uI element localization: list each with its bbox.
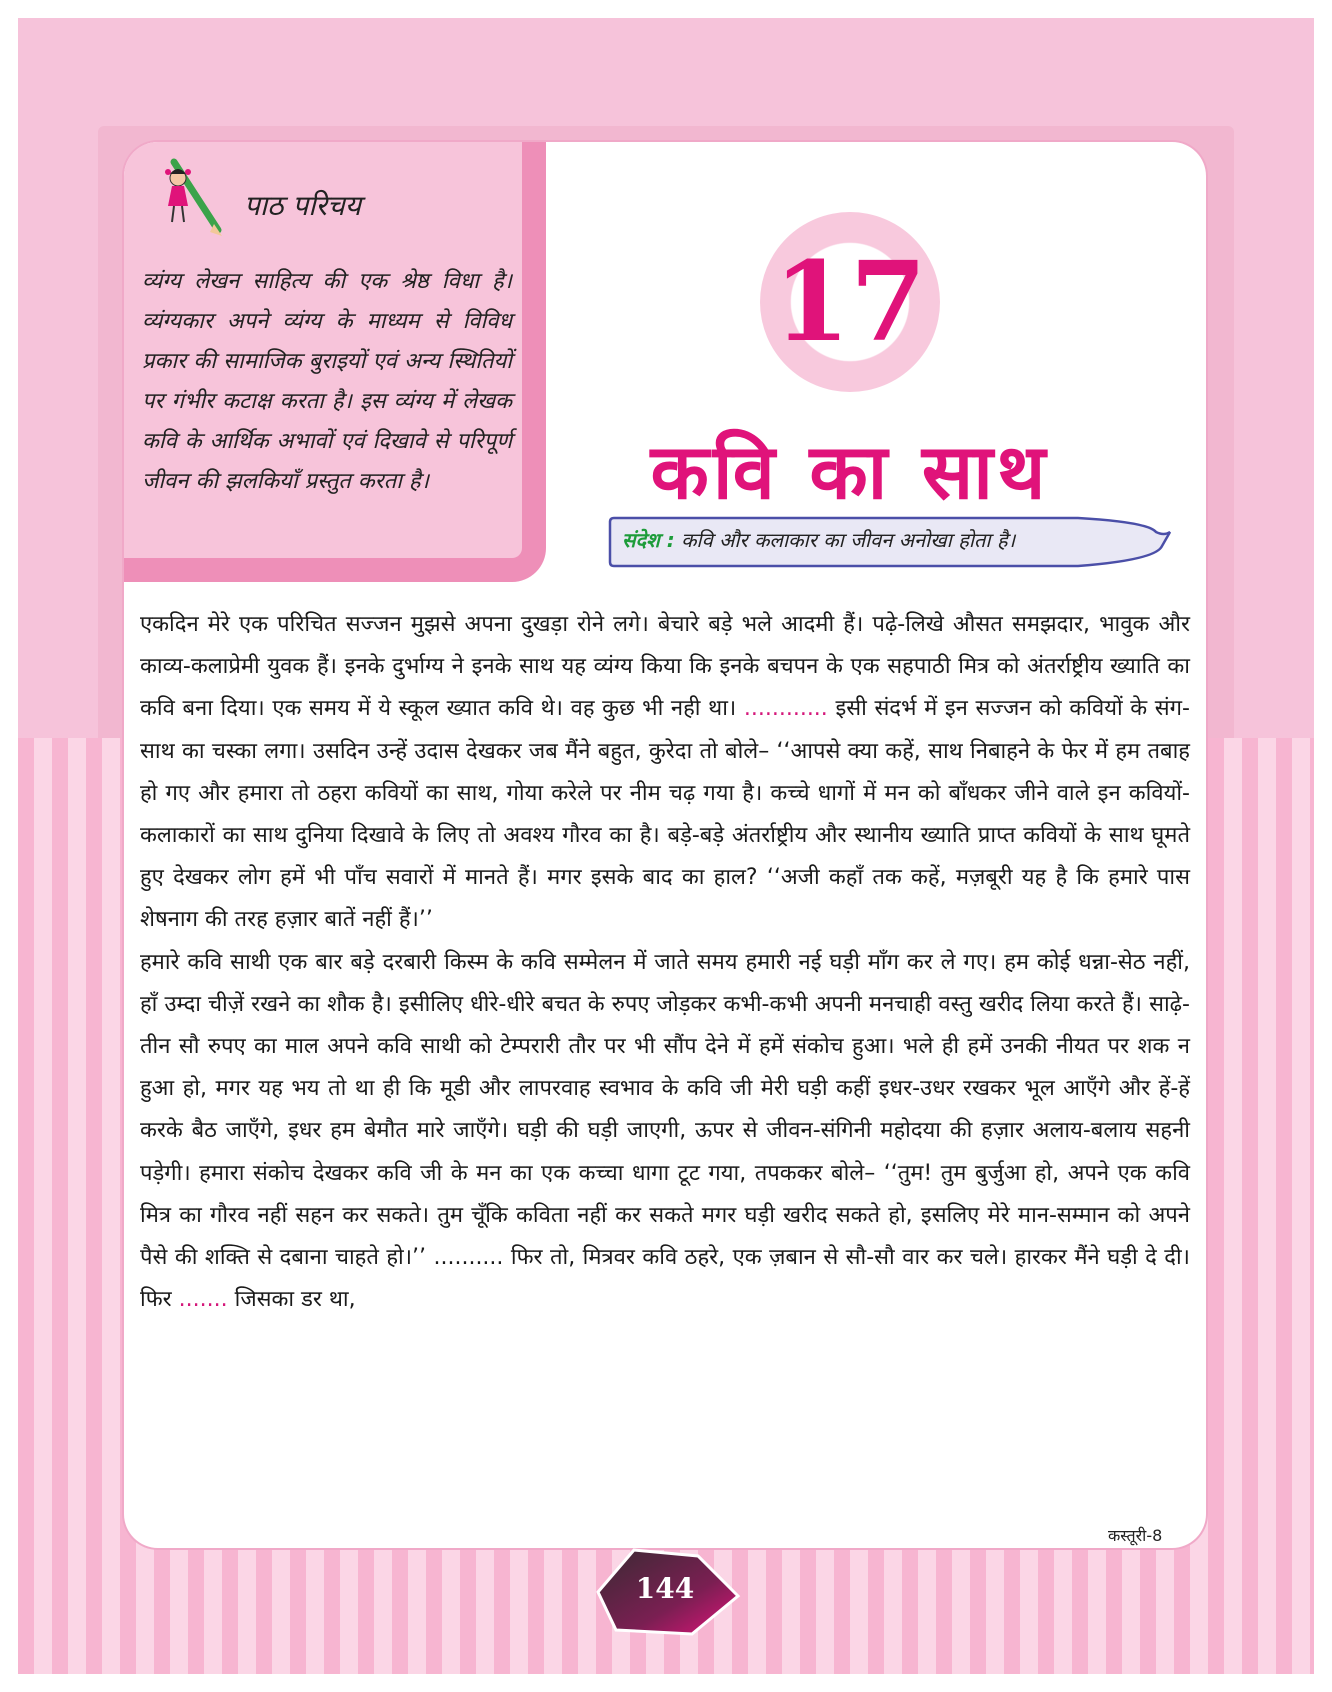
paragraph xyxy=(140,942,1190,1322)
chapter-number-badge xyxy=(760,212,940,392)
ellipsis: ............ xyxy=(743,696,828,722)
message-label: संदेश : xyxy=(622,528,675,552)
message-text: कवि और कलाकार का जीवन अनोखा होता है। xyxy=(681,528,1016,552)
story-body xyxy=(140,604,1190,1321)
message-banner xyxy=(608,516,1174,568)
paragraph-1-part-a: एकदिन मेरे एक परिचित सज्जन मुझसे अपना दुखड़ा रोने लगे। बेचारे बड़े भले आदमी हैं। पढ़े-लिखे औसत समझदार, भावुक और काव्य-कलाप्रेमी युवक हैं। इनके दुर्भाग्य ने इनके साथ यह व्यंग्य किया कि इनके बचपन के एक सहपाठी मित्र को अंतर्राष्ट्रीय ख्याति का कवि बना दिया। एक समय में ये स्कूल ख्यात कवि थे। वह कुछ भी नही था। xyxy=(140,612,1190,722)
paragraph-1-part-b: इसी संदर्भ में इन सज्जन को कवियों के संग-साथ का चस्का लगा। उसदिन उन्हें उदास देखकर जब मैंने बहुत, कुरेदा तो बोले– ‘‘आपसे क्या कहें, साथ निबाहने के फेर में हम तबाह हो गए और हमारा तो ठहरा कवियों का साथ, गोया करेले पर नीम चढ़ गया है। कच्चे धागों में मन को बाँधकर जीने वाले इन कवियों-कलाकारों का साथ दुनिया दिखावे के लिए तो अवश्य गौरव का है। बड़े-बड़े अंतर्राष्ट्रीय और स्थानीय ख्याति प्राप्त कवियों के साथ घूमते हुए देखकर लोग हमें भी पाँच सवारों में मानते हैं। मगर इसके बाद का हाल? ‘‘अजी कहाँ तक कहें, मज़बूरी यह है कि हमारे पास शेषनाग की तरह हज़ार बातें नहीं हैं।’’ xyxy=(140,696,1190,933)
page-number: 144 xyxy=(635,1572,695,1605)
paragraph-2-part-a: हमारे कवि साथी एक बार बड़े दरबारी किस्म के कवि सम्मेलन में जाते समय हमारी नई घड़ी माँग कर ले गए। हम कोई धन्ना-सेठ नहीं, हाँ उम्दा चीज़ें रखने का शौक है। इसीलिए धीरे-धीरे बचत के रुपए जोड़कर कभी-कभी अपनी मनचाही वस्तु खरीद लिया करते हैं। साढ़े-तीन सौ रुपए का माल अपने कवि साथी को टेम्परारी तौर पर भी सौंप देने में हमें संकोच हुआ। भले ही हमें उनकी नीयत पर शक न हुआ हो, मगर यह भय तो था ही कि मूडी और लापरवाह स्वभाव के कवि जी मेरी घड़ी कहीं इधर-उधर रखकर भूल आएँगे और हें-हें करके बैठ जाएँगे, इधर हम बेमौत मारे जाएँगे। घड़ी की घड़ी जाएगी, ऊपर से जीवन-संगिनी महोदया की हज़ार अलाय-बलाय सहनी पड़ेगी। हमारा संकोच देखकर कवि जी के मन का एक कच्चा धागा टूट गया, तपककर बोले– ‘‘तुम! तुम बुर्जुआ हो, अपने एक कवि मित्र का गौरव नहीं सहन कर सकते। तुम चूँकि कविता नहीं कर सकते मगर घड़ी खरीद सकते हो, इसलिए मेरे मान-सम्मान को अपने पैसे की शक्ति से दबाना चाहते हो।’’ .......... फिर तो, मित्रवर कवि ठहरे, एक ज़बान से सौ-सौ वार कर चले। हारकर मैंने घड़ी दे दी। फिर xyxy=(140,949,1190,1313)
lesson-intro-title: पाठ परिचय xyxy=(244,189,361,222)
book-name: कस्तूरी-8 xyxy=(1108,1526,1163,1545)
message-text-line xyxy=(622,526,1142,553)
paragraph xyxy=(140,604,1190,942)
chapter-number: 17 xyxy=(773,237,927,366)
lesson-intro-text: व्यंग्य लेखन साहित्य की एक श्रेष्ठ विधा है। व्यंग्यकार अपने व्यंग्य के माध्यम से विविध प्रकार की सामाजिक बुराइयों एवं अन्य स्थितियों पर गंभीर कटाक्ष करता है। इस व्यंग्य में लेखक कवि के आर्थिक अभावों एवं दिखावे से परिपूर्ण जीवन की झलकियाँ प्रस्तुत करता है। xyxy=(142,269,512,494)
ellipsis: ....... xyxy=(178,1287,228,1313)
lesson-intro-box xyxy=(124,142,546,582)
paragraph-2-part-b: जिसका डर था, xyxy=(234,1287,356,1313)
chapter-title: कवि का साथ xyxy=(650,427,1050,516)
girl-with-pencil-icon xyxy=(160,156,224,236)
